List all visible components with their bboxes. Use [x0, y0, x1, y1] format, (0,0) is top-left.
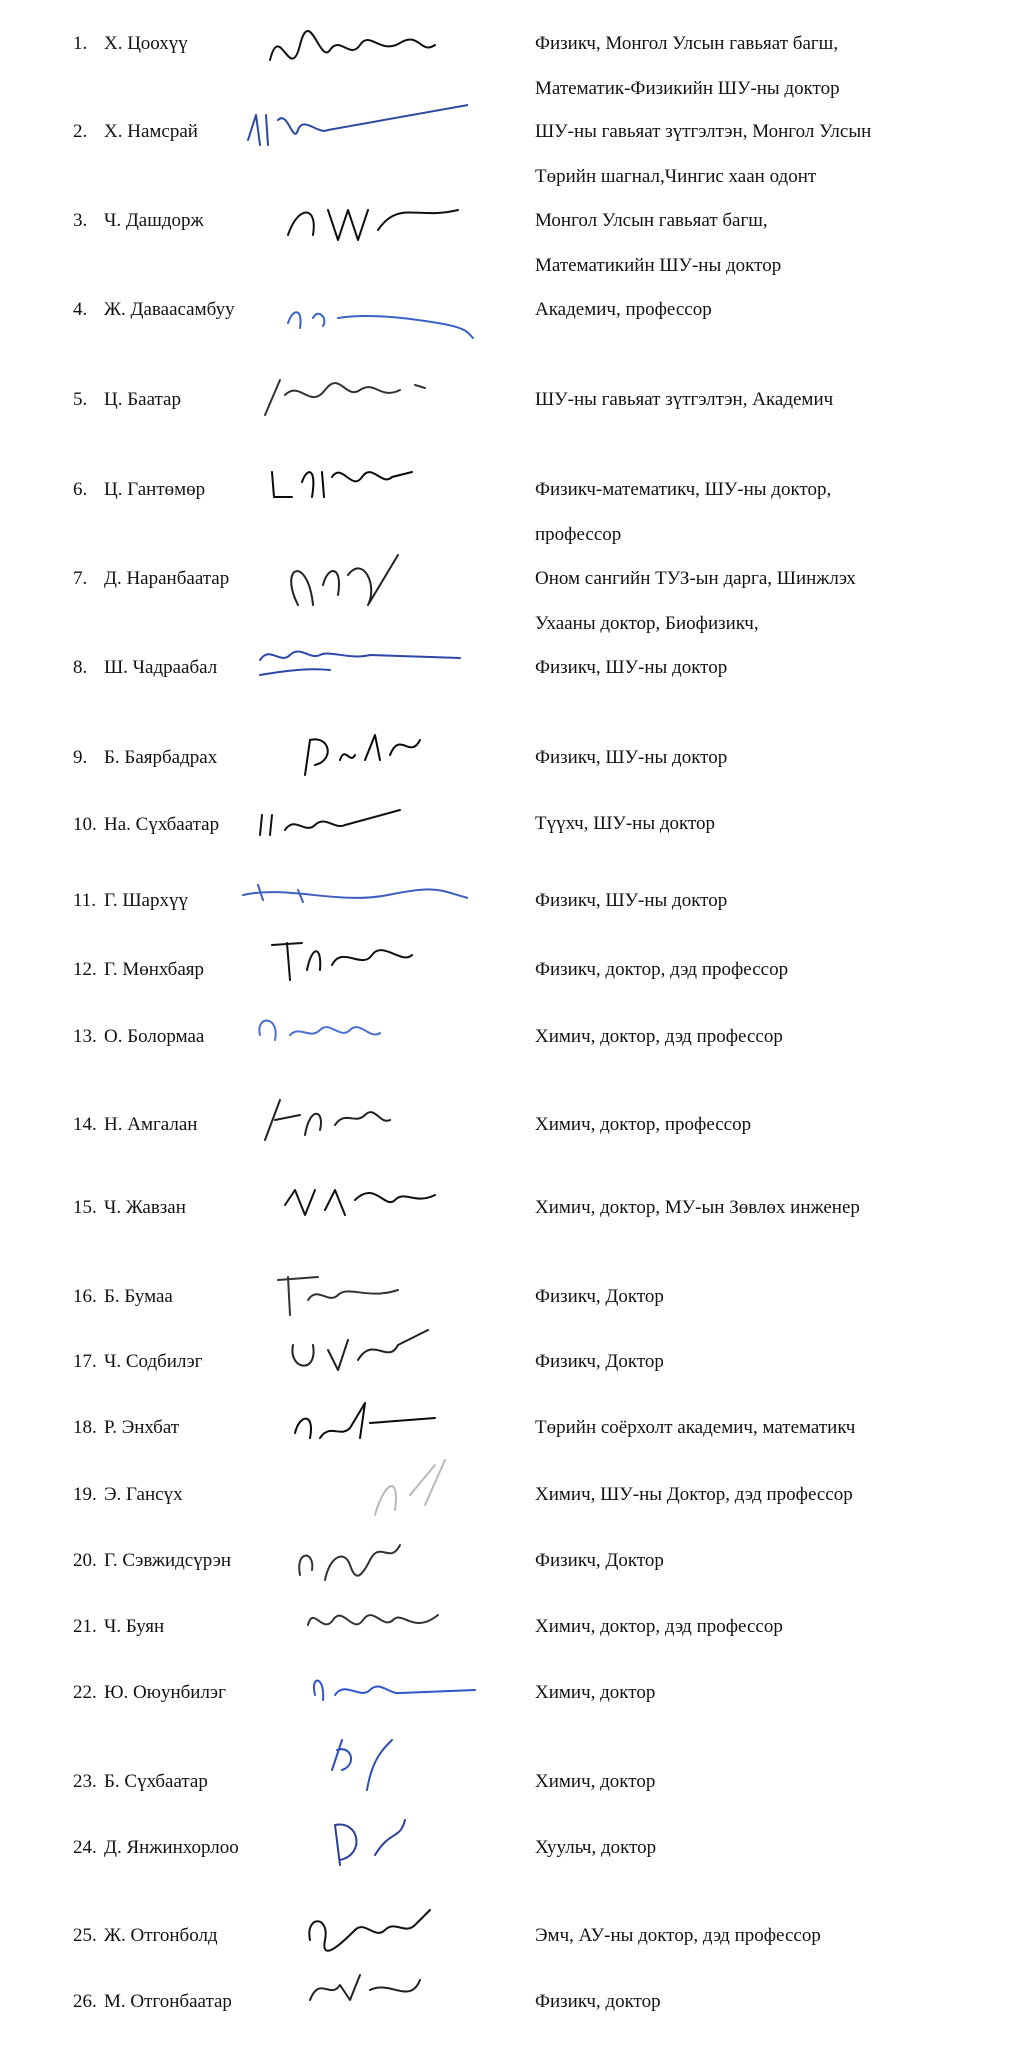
person-title — [535, 1671, 1005, 1716]
signature-image — [268, 190, 498, 270]
row-number: 9. — [73, 747, 88, 768]
person-title — [535, 1103, 1005, 1148]
person-title — [535, 22, 1005, 111]
person-name: Р. Энхбат — [104, 1417, 180, 1438]
row-number: 11. — [73, 890, 97, 911]
person-title — [535, 557, 1005, 646]
person-title — [535, 1914, 1005, 1959]
person-name: Э. Гансүх — [104, 1484, 183, 1505]
signature-image — [250, 1085, 480, 1165]
person-name: Ж. Даваасамбуу — [104, 299, 235, 320]
row-number: 23. — [73, 1771, 97, 1792]
signature-image — [320, 1810, 550, 1890]
person-title — [535, 1539, 1005, 1584]
signature-image — [268, 545, 498, 625]
person-title — [535, 1605, 1005, 1650]
row-number: 22. — [73, 1682, 97, 1703]
signature-image — [250, 795, 480, 875]
title-line: ШУ-ны гавьяат зүтгэлтэн, Монгол Улсын — [535, 121, 872, 142]
row-number: 21. — [73, 1616, 97, 1637]
row-number: 24. — [73, 1837, 97, 1858]
person-name: Х. Цоохүү — [104, 33, 188, 54]
title-line: Физикч, Доктор — [535, 1550, 664, 1571]
row-number: 2. — [73, 121, 88, 142]
signature-image — [262, 452, 492, 532]
row-number: 7. — [73, 568, 88, 589]
person-name: Ч. Дашдорж — [104, 210, 204, 231]
title-line: Физикч, Доктор — [535, 1286, 664, 1307]
row-number: 6. — [73, 479, 88, 500]
signature-image — [238, 100, 468, 180]
title-line: Химич, доктор, профессор — [535, 1114, 752, 1135]
row-number: 4. — [73, 299, 88, 320]
signature-image — [250, 1005, 480, 1085]
person-name: Б. Баярбадрах — [104, 747, 218, 768]
person-title — [535, 646, 1005, 691]
person-name: Ц. Баатар — [104, 389, 181, 410]
title-line: Ухааны доктор, Биофизикч, — [535, 612, 759, 634]
title-line: Эмч, АУ-ны доктор, дэд профессор — [535, 1925, 821, 1946]
title-line: Физикч, Доктор — [535, 1351, 664, 1372]
person-name: Ш. Чадраабал — [104, 657, 218, 678]
row-number: 1. — [73, 33, 88, 54]
person-name: М. Отгонбаатар — [104, 1991, 232, 2012]
signature-image — [275, 1170, 505, 1250]
person-title — [535, 1015, 1005, 1060]
person-title — [535, 1186, 1005, 1231]
person-title — [535, 1275, 1005, 1320]
row-number: 13. — [73, 1026, 97, 1047]
person-name: Д. Янжинхорлоо — [104, 1837, 239, 1858]
person-title — [535, 468, 1005, 557]
signature-image — [322, 1730, 552, 1810]
row-number: 8. — [73, 657, 88, 678]
title-line: Түүхч, ШУ-ны доктор — [535, 813, 716, 834]
person-title — [535, 1760, 1005, 1805]
title-line: Математик-Физикийн ШУ-ны доктор — [535, 77, 840, 99]
row-number: 19. — [73, 1484, 97, 1505]
title-line: Химич, доктор, дэд профессор — [535, 1616, 783, 1637]
row-number: 17. — [73, 1351, 97, 1372]
person-name: Г. Шархүү — [104, 890, 188, 911]
signature-image — [300, 1960, 530, 2040]
signature-image — [250, 360, 480, 440]
person-name: Н. Амгалан — [104, 1114, 198, 1135]
person-name: Г. Мөнхбаяр — [104, 959, 205, 980]
title-line: Химич, доктор — [535, 1771, 656, 1792]
person-name: Ц. Гантөмөр — [104, 479, 206, 500]
person-name: Х. Намсрай — [104, 121, 198, 142]
title-line: Хуульч, доктор — [535, 1837, 657, 1858]
title-line: ШУ-ны гавьяат зүтгэлтэн, Академич — [535, 389, 834, 410]
title-line: Физикч, доктор, дэд профессор — [535, 959, 789, 980]
person-title — [535, 1406, 1005, 1451]
person-title — [535, 948, 1005, 993]
person-name: Б. Сүхбаатар — [104, 1771, 208, 1792]
title-line: Физикч-математикч, ШУ-ны доктор, — [535, 479, 832, 500]
title-line: Математикийн ШУ-ны доктор — [535, 254, 782, 276]
person-title — [535, 736, 1005, 781]
person-title — [535, 802, 1005, 847]
title-line: Физикч, доктор — [535, 1991, 661, 2012]
title-line: Химич, доктор, МУ-ын Зөвлөх инженер — [535, 1197, 860, 1218]
title-line: Төрийн соёрхолт академич, математикч — [535, 1417, 856, 1438]
signature-image — [278, 278, 508, 358]
person-title — [535, 199, 1005, 288]
person-title — [535, 1473, 1005, 1518]
person-name: О. Болормаа — [104, 1026, 205, 1047]
row-number: 5. — [73, 389, 88, 410]
row-number: 15. — [73, 1197, 97, 1218]
row-number: 10. — [73, 814, 97, 835]
title-line: Физикч, Монгол Улсын гавьяат багш, — [535, 33, 839, 54]
row-number: 12. — [73, 959, 97, 980]
person-title — [535, 288, 1005, 333]
row-number: 26. — [73, 1991, 97, 2012]
signature-image — [250, 630, 480, 710]
person-name: Б. Бумаа — [104, 1286, 173, 1307]
signature-image — [262, 925, 492, 1005]
row-number: 18. — [73, 1417, 97, 1438]
person-name: Г. Сэвжидсүрэн — [104, 1550, 232, 1571]
row-number: 20. — [73, 1550, 97, 1571]
title-line: Химич, доктор — [535, 1682, 656, 1703]
person-name: Ч. Буян — [104, 1616, 165, 1637]
row-number: 25. — [73, 1925, 97, 1946]
title-line: профессор — [535, 523, 622, 545]
person-title — [535, 1340, 1005, 1385]
title-line: Физикч, ШУ-ны доктор — [535, 657, 728, 678]
title-line: Химич, ШУ-ны Доктор, дэд профессор — [535, 1484, 853, 1505]
person-name: Ч. Жавзан — [104, 1197, 186, 1218]
person-name: Ю. Оюунбилэг — [104, 1682, 226, 1703]
person-name: На. Сүхбаатар — [104, 814, 220, 835]
signature-image — [298, 1595, 528, 1675]
row-number: 16. — [73, 1286, 97, 1307]
title-line: Академич, профессор — [535, 299, 712, 320]
row-number: 14. — [73, 1114, 97, 1135]
title-line: Физикч, ШУ-ны доктор — [535, 747, 728, 768]
person-title — [535, 879, 1005, 924]
signature-image — [278, 1320, 508, 1400]
person-name: Ж. Отгонболд — [104, 1925, 218, 1946]
signature-image — [290, 720, 520, 800]
title-line: Төрийн шагнал,Чингис хаан одонт — [535, 165, 817, 187]
title-line: Химич, доктор, дэд профессор — [535, 1026, 783, 1047]
person-title — [535, 1980, 1005, 2025]
title-line: Физикч, ШУ-ны доктор — [535, 890, 728, 911]
person-name: Д. Наранбаатар — [104, 568, 230, 589]
signature-image — [290, 1525, 520, 1605]
person-title — [535, 1826, 1005, 1871]
person-title — [535, 378, 1005, 423]
person-name: Ч. Содбилэг — [104, 1351, 203, 1372]
title-line: Оном сангийн ТУЗ-ын дарга, Шинжлэх — [535, 568, 856, 589]
signature-image — [260, 15, 490, 95]
title-line: Монгол Улсын гавьяат багш, — [535, 210, 768, 231]
person-title — [535, 110, 1005, 199]
row-number: 3. — [73, 210, 88, 231]
